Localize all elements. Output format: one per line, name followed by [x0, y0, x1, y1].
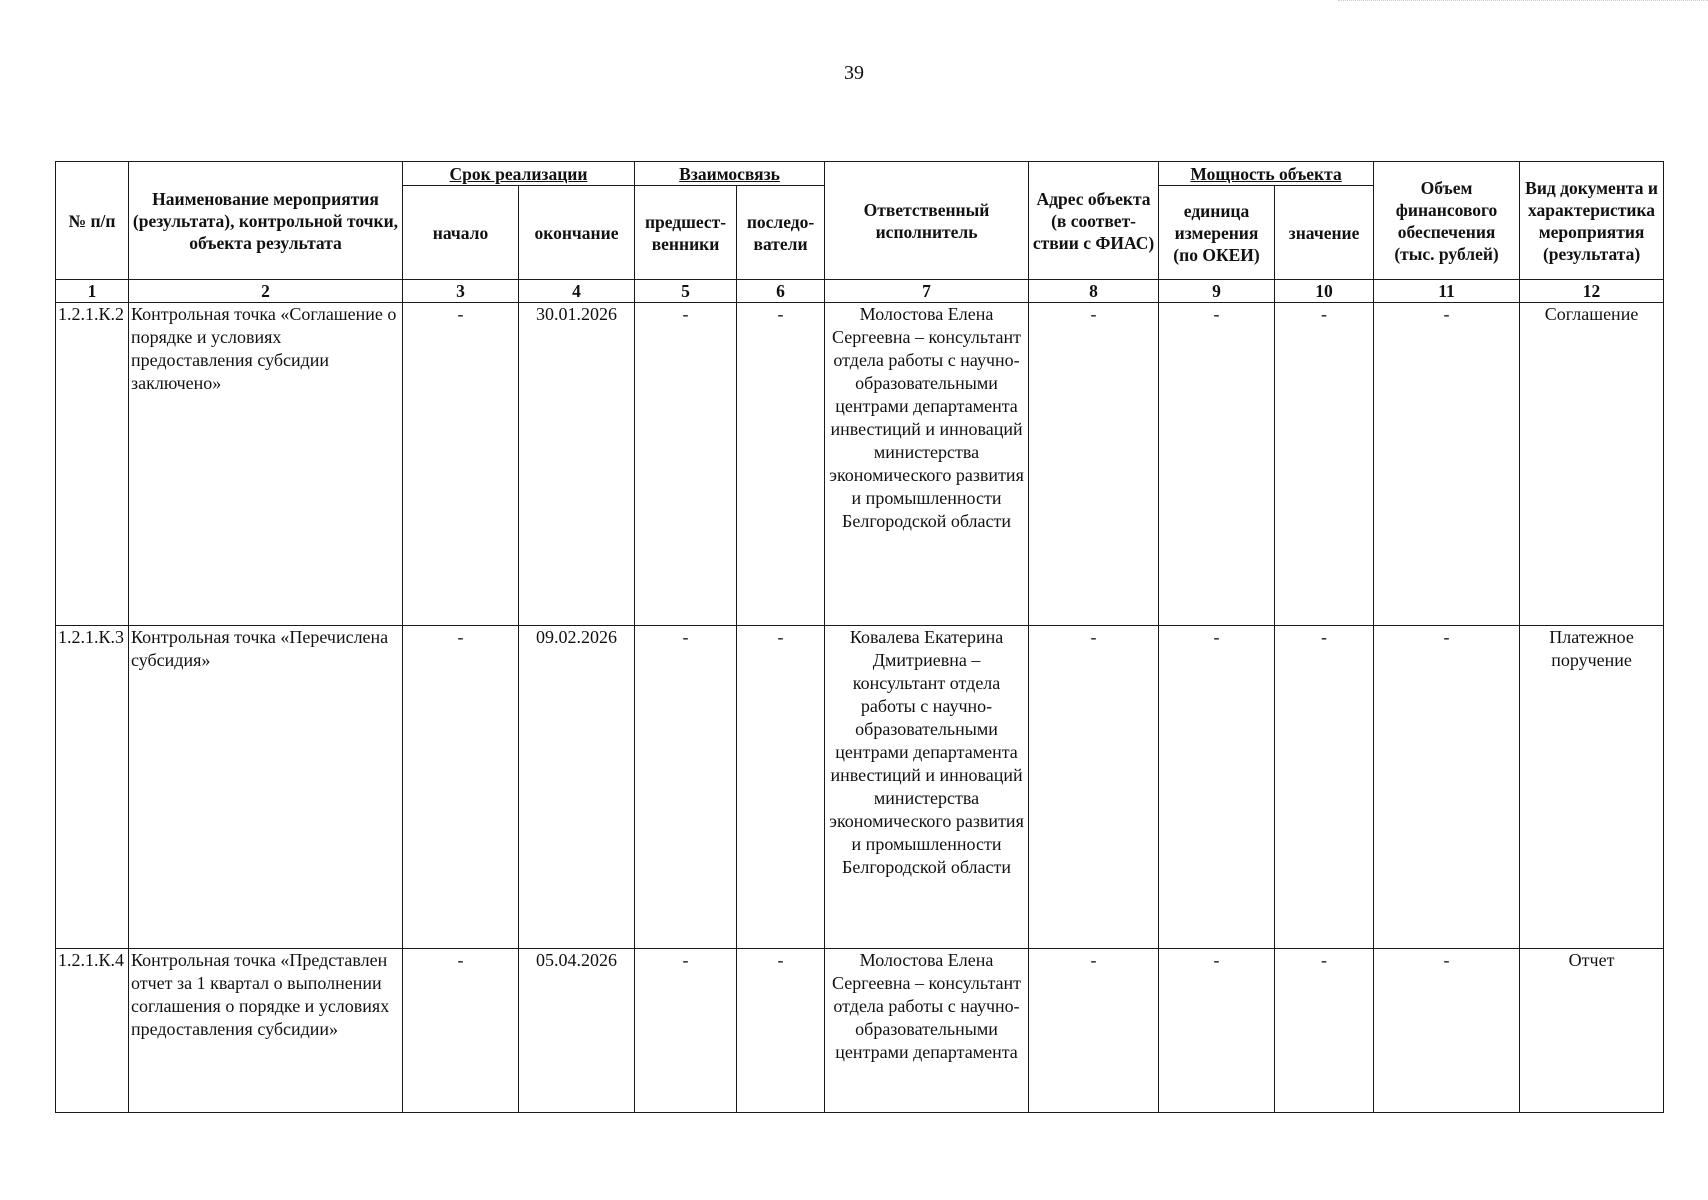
column-number: 10 [1275, 280, 1374, 303]
column-number: 11 [1374, 280, 1520, 303]
row-doc: Платежное поручение [1520, 626, 1664, 949]
header-address: Адрес объекта (в соответ-ствии с ФИАС) [1029, 162, 1159, 280]
table-row [56, 303, 1664, 626]
header-num: № п/п [56, 162, 129, 280]
table-row [56, 626, 1664, 949]
row-unit: - [1159, 949, 1275, 1113]
header-finance: Объем финансового обеспечения (тыс. рублей) [1374, 162, 1520, 280]
row-name: Контрольная точка «Соглашение о порядке и условиях предоставления субсидии заключено» [129, 303, 403, 626]
row-unit: - [1159, 303, 1275, 626]
header-value: значение [1275, 186, 1374, 280]
header-term-group: Срок реализации [403, 162, 635, 186]
column-number: 8 [1029, 280, 1159, 303]
column-number: 5 [635, 280, 737, 303]
header-pred: предшест-венники [635, 186, 737, 280]
row-address: - [1029, 626, 1159, 949]
column-number: 1 [56, 280, 129, 303]
row-end: 09.02.2026 [519, 626, 635, 949]
row-address: - [1029, 949, 1159, 1113]
scan-artifact [1338, 0, 1708, 7]
row-doc: Соглашение [1520, 303, 1664, 626]
row-succ: - [737, 303, 825, 626]
row-pred: - [635, 626, 737, 949]
plan-table [55, 161, 1664, 1113]
row-unit: - [1159, 626, 1275, 949]
row-finance: - [1374, 626, 1520, 949]
header-name: Наименование мероприятия (результата), контрольной точки, объекта результата [129, 162, 403, 280]
row-value: - [1275, 626, 1374, 949]
row-name: Контрольная точка «Перечислена субсидия» [129, 626, 403, 949]
column-number: 12 [1520, 280, 1664, 303]
row-responsible: Ковалева Екатерина Дмитриевна – консультант отдела работы с научно-образовательными центрами департамента инвестиций и инноваций министерства экономического развития и промышленности Белгородской области [825, 626, 1029, 949]
row-value: - [1275, 303, 1374, 626]
row-finance: - [1374, 303, 1520, 626]
header-capacity-group: Мощность объекта [1159, 162, 1374, 186]
row-number: 1.2.1.К.4 [56, 949, 129, 1113]
row-start: - [403, 949, 519, 1113]
row-pred: - [635, 303, 737, 626]
row-value: - [1275, 949, 1374, 1113]
row-number: 1.2.1.К.2 [56, 303, 129, 626]
row-finance: - [1374, 949, 1520, 1113]
page-number: 39 [844, 62, 864, 84]
column-number: 9 [1159, 280, 1275, 303]
column-number: 2 [129, 280, 403, 303]
column-number: 6 [737, 280, 825, 303]
row-start: - [403, 626, 519, 949]
row-address: - [1029, 303, 1159, 626]
row-doc: Отчет [1520, 949, 1664, 1113]
column-number: 7 [825, 280, 1029, 303]
header-responsible: Ответственный исполнитель [825, 162, 1029, 280]
row-end: 30.01.2026 [519, 303, 635, 626]
column-number: 3 [403, 280, 519, 303]
row-number: 1.2.1.К.3 [56, 626, 129, 949]
header-end: окончание [519, 186, 635, 280]
row-succ: - [737, 949, 825, 1113]
row-end: 05.04.2026 [519, 949, 635, 1113]
header-link-group: Взаимосвязь [635, 162, 825, 186]
row-start: - [403, 303, 519, 626]
row-name: Контрольная точка «Представлен отчет за 1 квартал о выполнении соглашения о порядке и условиях предоставления субсидии» [129, 949, 403, 1113]
table-row [56, 949, 1664, 1113]
header-succ: последо-ватели [737, 186, 825, 280]
column-number: 4 [519, 280, 635, 303]
header-doc: Вид документа и характеристика мероприятия (результата) [1520, 162, 1664, 280]
row-responsible: Молостова Елена Сергеевна – консультант отдела работы с научно-образовательными центрами департамента инвестиций и инноваций министерства экономического развития и промышленности Белгородской области [825, 303, 1029, 626]
row-succ: - [737, 626, 825, 949]
row-responsible: Молостова Елена Сергеевна – консультант отдела работы с научно-образовательными центрами департамента [825, 949, 1029, 1113]
header-unit: единица измерения (по ОКЕИ) [1159, 186, 1275, 280]
row-pred: - [635, 949, 737, 1113]
header-start: начало [403, 186, 519, 280]
